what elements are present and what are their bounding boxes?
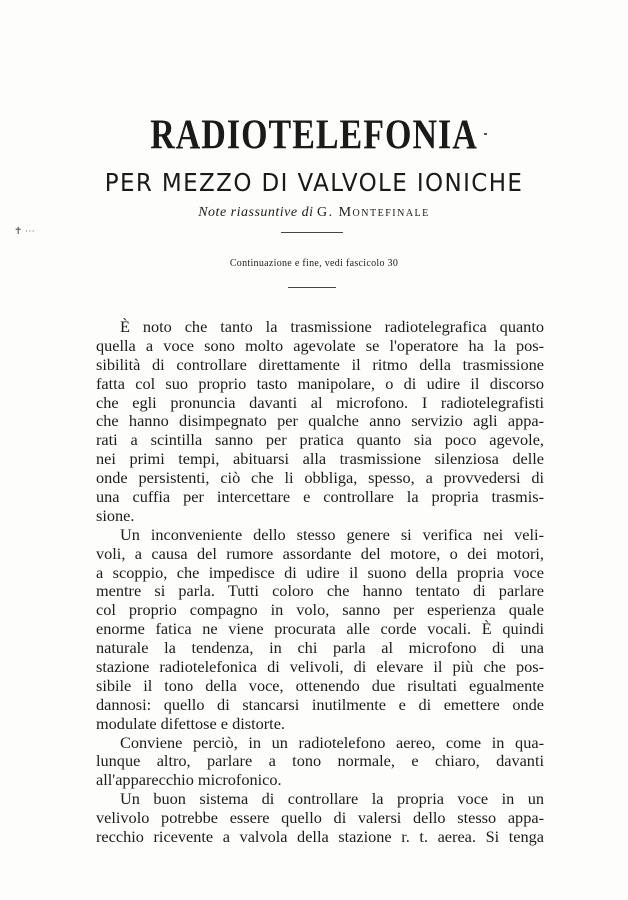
divider-rule-top [281, 232, 343, 233]
article-title: RADIOTELEFONIA [150, 112, 478, 159]
divider-rule-bottom [288, 287, 336, 288]
body-line: È noto che tanto la trasmissione radiotelegrafica quanto [120, 317, 544, 336]
body-line: nei primi tempi, abituarsi alla trasmissione silenziosa delle [96, 449, 544, 469]
body-line: enorme fatica ne viene procurata alle corde vocali. È quindi [96, 619, 544, 639]
article-body [96, 318, 544, 847]
body-line: sibilità di controllare direttamente il ritmo della trasmissione [96, 354, 544, 374]
body-line: velivolo potrebbe essere quello di valersi dello stesso appa- [96, 808, 544, 828]
body-line: voli, a causa del rumore assordante del motore, o dei motori, [96, 543, 544, 563]
body-line: a scoppio, che impedisce di udire il suono della propria voce [96, 562, 544, 582]
body-line: Un inconveniente dello stesso genere si verifica nei veli- [120, 524, 544, 544]
byline-author: G. Montefinale [317, 205, 430, 220]
body-line: col proprio compagno in volo, sanno per esperienza quale [96, 600, 544, 620]
body-line: sione. [96, 505, 135, 525]
byline [0, 205, 628, 221]
body-line: fatta col suo proprio tasto manipolare, o di udire il discorso [96, 373, 544, 393]
body-line: una cuffia per intercettare e controllare la propria trasmis- [96, 487, 544, 507]
body-line: sibile il tono della voce, ottenendo due risultati egualmente [96, 675, 544, 695]
body-line: modulate difettose e distorte. [96, 713, 285, 733]
body-line: all'apparecchio microfonico. [96, 770, 282, 790]
continuation-note: Continuazione e fine, vedi fascicolo 30 [229, 258, 399, 269]
body-line: mentre si parla. Tutti coloro che hanno tentato di parlare [96, 581, 544, 601]
article-subtitle: PER MEZZO DI VALVOLE IONICHE [104, 168, 524, 197]
body-line: naturale la tendenza, in chi parla al microfono di una [96, 638, 544, 658]
body-line: recchio ricevente a valvola della stazione r. t. aerea. Si tenga [96, 827, 544, 847]
byline-note: Note riassuntive di [198, 205, 314, 220]
body-line: che egli pronuncia davanti al microfono. I radiotelegrafisti [96, 392, 544, 412]
margin-annotation: ✝ ⋯ [14, 226, 35, 237]
body-line: lunque altro, parlare a tono normale, e chiaro, davanti [96, 751, 544, 771]
body-line: dannosi: quello di stancarsi inutilmente e di emettere onde [96, 694, 544, 714]
body-line: Conviene perciò, in un radiotelefono aereo, come in qua- [120, 732, 544, 752]
body-line: che hanno disimpegnato per qualche anno servizio agli appa- [96, 411, 544, 431]
body-line: rati a scintilla sanno per pratica quanto sia poco agevole, [96, 430, 544, 450]
body-line: onde persistenti, ciò che li obbliga, spesso, a provvedersi di [96, 468, 544, 488]
body-line: stazione radiotelefonica di velivoli, di elevare il più che pos- [96, 657, 544, 677]
body-line: quella a voce sono molto agevolate se l'operatore ha la pos- [96, 335, 544, 355]
body-line: Un buon sistema di controllare la propria voce in un [120, 789, 544, 809]
